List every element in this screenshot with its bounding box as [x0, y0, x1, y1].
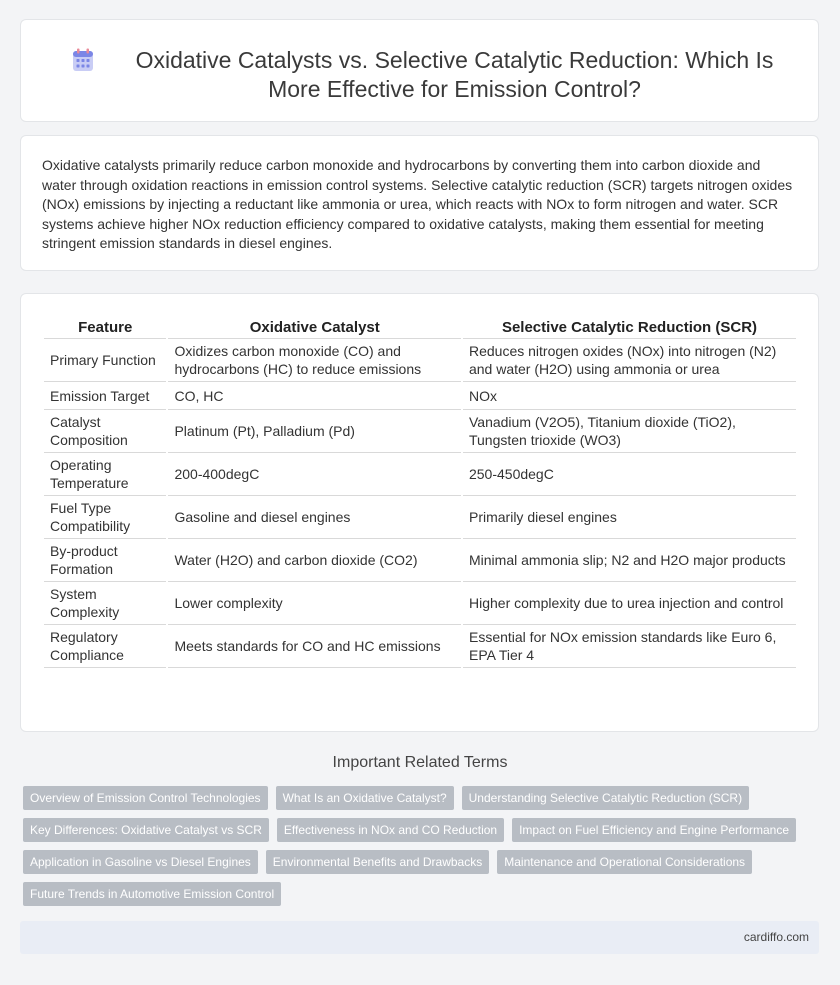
- table-row: [44, 382, 796, 410]
- comparison-card: [20, 293, 819, 732]
- cell-scr: Primarily diesel engines: [463, 496, 796, 539]
- related-tag-environmental[interactable]: Environmental Benefits and Drawbacks: [266, 850, 489, 874]
- cell-scr: Higher complexity due to urea injection and control: [463, 582, 796, 625]
- related-terms-title: Important Related Terms: [332, 754, 508, 771]
- cell-feature: Regulatory Compliance: [44, 625, 166, 668]
- cell-scr: NOx: [463, 382, 796, 410]
- header-card: [20, 19, 819, 122]
- cell-oxidative: Lower complexity: [168, 582, 461, 625]
- page-title: Oxidative Catalysts vs. Selective Catalytic Reduction: Which Is More Effective for Emission Control?: [135, 47, 774, 102]
- related-tag-maintenance[interactable]: Maintenance and Operational Considerations: [497, 850, 752, 874]
- comparison-table: [42, 316, 798, 668]
- cell-oxidative: Meets standards for CO and HC emissions: [168, 625, 461, 668]
- related-tag-fuel-efficiency[interactable]: Impact on Fuel Efficiency and Engine Performance: [512, 818, 796, 842]
- summary-card: [20, 135, 819, 271]
- header-oxidative: Oxidative Catalyst: [168, 316, 461, 339]
- cell-oxidative: Water (H2O) and carbon dioxide (CO2): [168, 539, 461, 582]
- header-scr: Selective Catalytic Reduction (SCR): [463, 316, 796, 339]
- table-row: [44, 453, 796, 496]
- cell-feature: Operating Temperature: [44, 453, 166, 496]
- related-tag-scr[interactable]: Understanding Selective Catalytic Reduction (SCR): [462, 786, 749, 810]
- cell-feature: By-product Formation: [44, 539, 166, 582]
- cell-oxidative: Gasoline and diesel engines: [168, 496, 461, 539]
- cell-scr: Vanadium (V2O5), Titanium dioxide (TiO2), Tungsten trioxide (WO3): [463, 410, 796, 453]
- related-tag-overview[interactable]: Overview of Emission Control Technologies: [23, 786, 268, 810]
- cell-scr: 250-450degC: [463, 453, 796, 496]
- related-terms-list: [23, 786, 803, 906]
- cell-feature: Primary Function: [44, 339, 166, 382]
- related-tag-differences[interactable]: Key Differences: Oxidative Catalyst vs SCR: [23, 818, 269, 842]
- footer-site-link[interactable]: cardiffo.com: [743, 930, 809, 944]
- cell-oxidative: Oxidizes carbon monoxide (CO) and hydrocarbons (HC) to reduce emissions: [168, 339, 461, 382]
- cell-oxidative: CO, HC: [168, 382, 461, 410]
- table-row: [44, 496, 796, 539]
- table-row: [44, 582, 796, 625]
- cell-scr: Reduces nitrogen oxides (NOx) into nitrogen (N2) and water (H2O) using ammonia or urea: [463, 339, 796, 382]
- title-wrap: [81, 46, 788, 104]
- table-row: [44, 539, 796, 582]
- cell-scr: Minimal ammonia slip; N2 and H2O major products: [463, 539, 796, 582]
- related-tag-oxidative[interactable]: What Is an Oxidative Catalyst?: [276, 786, 454, 810]
- footer: [20, 921, 819, 954]
- cell-feature: System Complexity: [44, 582, 166, 625]
- related-tag-future-trends[interactable]: Future Trends in Automotive Emission Control: [23, 882, 281, 906]
- cell-oxidative: Platinum (Pt), Palladium (Pd): [168, 410, 461, 453]
- table-row: [44, 625, 796, 668]
- header-feature: Feature: [44, 316, 166, 339]
- related-tag-application[interactable]: Application in Gasoline vs Diesel Engines: [23, 850, 258, 874]
- table-header-row: [44, 316, 796, 339]
- cell-feature: Catalyst Composition: [44, 410, 166, 453]
- related-tag-effectiveness[interactable]: Effectiveness in NOx and CO Reduction: [277, 818, 504, 842]
- table-row: [44, 410, 796, 453]
- table-row: [44, 339, 796, 382]
- summary-text: Oxidative catalysts primarily reduce carbon monoxide and hydrocarbons by converting them into carbon dioxide and water through oxidation reactions in emission control systems. Selective catalytic reduction (SCR) targets nitrogen oxides (NOx) emissions by injecting a reductant like ammonia or urea, which reacts with NOx to form nitrogen and water. SCR systems achieve higher NOx reduction efficiency compared to oxidative catalysts, making them essential for meeting stringent emission standards in diesel engines.: [42, 157, 793, 251]
- cell-scr: Essential for NOx emission standards like Euro 6, EPA Tier 4: [463, 625, 796, 668]
- cell-feature: Emission Target: [44, 382, 166, 410]
- cell-feature: Fuel Type Compatibility: [44, 496, 166, 539]
- cell-oxidative: 200-400degC: [168, 453, 461, 496]
